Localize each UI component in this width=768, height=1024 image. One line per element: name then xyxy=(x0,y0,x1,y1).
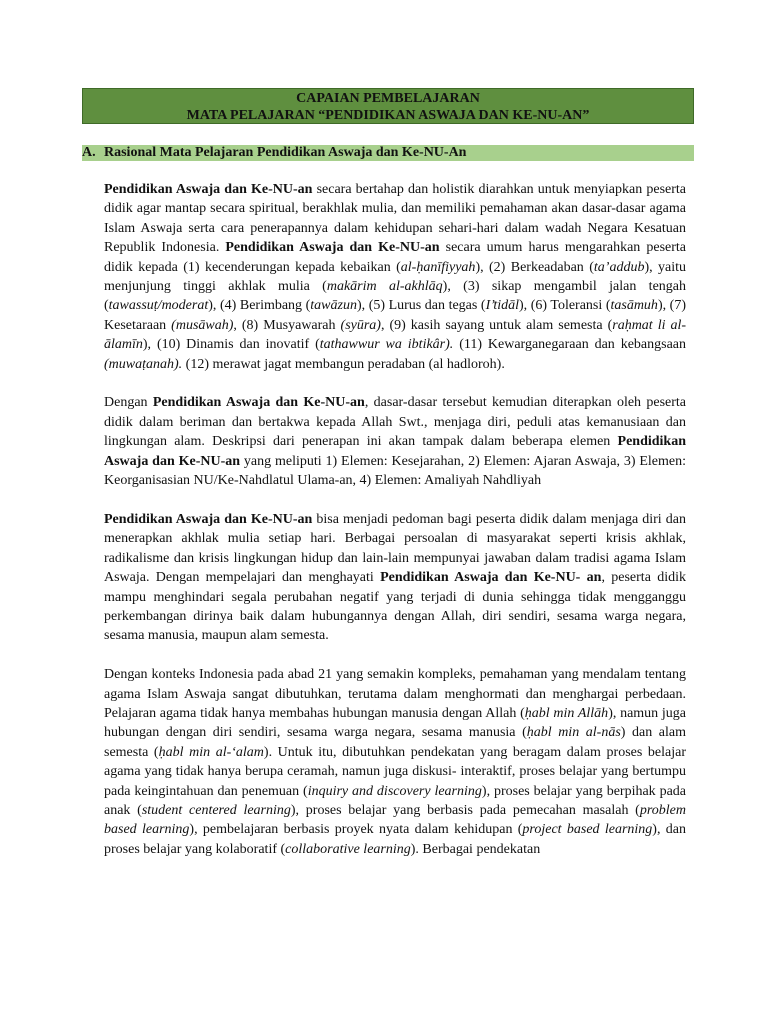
text-run: tawāzun xyxy=(310,298,357,314)
text-run: ta’addub xyxy=(593,259,645,275)
text-run: tathawwur wa ibtikâr). xyxy=(319,337,454,353)
text-run: ), (7) Kesetaraan xyxy=(104,298,686,333)
document-title-line-1: CAPAIAN PEMBELAJARAN xyxy=(296,91,480,106)
section-heading-a xyxy=(82,145,694,161)
paragraph-2 xyxy=(104,393,686,490)
text-run: Pendidikan Aswaja dan Ke-NU-an xyxy=(225,240,440,256)
text-run: bisa menjadi pedoman bagi peserta didik dalam menjaga diri dan menerapkan akhlak mulia setiap hari. Berbagai persoalan di masyarakat seperti krisis akhlak, radikalisme dan krisis lingkungan hidup dan lain-lain mempunyai jawaban dalam tradisi agama Islam Aswaja. Dengan mempelajari dan menghayati xyxy=(104,511,686,586)
text-run: Pendidikan Aswaja dan Ke-NU-an xyxy=(104,182,313,197)
text-run: , peserta didik mampu menghindari segala perubahan negatif yang terjadi di dunia sehingga tidak mengganggu perkembangan dirinya baik dalam hubungannya dengan Allah, diri sendiri, sesama warga negara, sesama manusia, maupun alam semesta. xyxy=(104,570,687,644)
text-run: yang meliputi 1) Elemen: Kesejarahan, 2) Elemen: Ajaran Aswaja, 3) Elemen: Keorganisasian NU/Ke-Nahdlatul Ulama-an, 4) Elemen: Amaliyah Nahdliyah xyxy=(104,453,686,489)
text-run: (syūra) xyxy=(340,317,381,333)
text-run: Dengan xyxy=(104,395,153,411)
text-run: , (9) kasih sayang untuk alam semesta ( xyxy=(380,317,613,333)
text-run: ) dan alam semesta ( xyxy=(104,725,686,760)
text-run: , dasar-dasar tersebut kemudian diterapkan oleh peserta didik dalam beriman dan bertakwa kepada Allah Swt., menjaga diri, peduli atas kemanusiaan dan lingkungan alam. Deskripsi dari penerapan ini akan tampak dalam beberapa elemen xyxy=(104,395,687,450)
text-run: ), yaitu menjunjung tinggi akhlak mulia ( xyxy=(104,259,687,295)
text-run: ), (6) Toleransi ( xyxy=(519,298,611,314)
text-run: I’tidāl xyxy=(485,298,520,314)
document-title-line-2: MATA PELAJARAN “PENDIDIKAN ASWAJA DAN KE-NU-AN” xyxy=(186,108,590,123)
text-run: , (8) Musyawarah xyxy=(233,317,341,333)
text-run: ḥabl min al-nās xyxy=(526,725,621,741)
text-run: (musāwah) xyxy=(171,317,234,333)
section-heading-text: Rasional Mata Pelajaran Pendidikan Aswaja dan Ke-NU-An xyxy=(104,145,467,160)
text-run: raḥmat li al-ālamīn xyxy=(104,317,687,353)
text-run: ), pembelajaran berbasis proyek nyata dalam kehidupan ( xyxy=(189,822,523,838)
text-run: ), (3) sikap mengambil jalan tengah ( xyxy=(104,279,686,314)
text-run: makārim al-akhlāq xyxy=(326,279,443,295)
text-run: problem based learning xyxy=(104,802,687,838)
paragraph-4 xyxy=(104,665,686,859)
paragraph-3 xyxy=(104,510,686,646)
paragraph-1 xyxy=(104,180,686,374)
text-run: Pendidikan Aswaja dan Ke-NU-an xyxy=(104,511,313,527)
text-run: (muwaṭanah). xyxy=(104,356,183,372)
text-run: student centered learning xyxy=(141,802,291,818)
text-run: ), proses belajar yang berpihak pada anak ( xyxy=(104,783,686,818)
section-letter: A. xyxy=(82,145,96,160)
document-title-box xyxy=(82,88,694,124)
text-run: tawassuṭ/moderat xyxy=(108,298,209,314)
text-run: ). Berbagai pendekatan xyxy=(410,841,541,857)
text-run: Dengan konteks Indonesia pada abad 21 yang semakin kompleks, pemahaman yang mendalam tentang agama Islam Aswaja sangat dibutuhkan, terutama dalam menghormati dan menghargai perbedaan. Pelajaran agama tidak hanya membahas hubungan manusia dengan Allah ( xyxy=(104,667,686,721)
text-run: ḥabl min al-‘alam xyxy=(158,744,264,760)
text-run: Pendidikan Aswaja dan Ke-NU-an xyxy=(152,395,365,411)
text-run: Pendidikan Aswaja dan Ke-NU-an xyxy=(104,434,686,469)
text-run: ), namun juga hubungan dengan diri sendiri, sesama warga negara, sesama manusia ( xyxy=(104,705,687,741)
text-run: ), (5) Lurus dan tegas ( xyxy=(356,298,486,314)
text-run: ), (4) Berimbang ( xyxy=(208,298,311,314)
text-run: ), dan proses belajar yang kolaboratif ( xyxy=(104,822,686,857)
text-run: tasāmuh xyxy=(610,298,658,314)
text-run: ḥabl min Allāh xyxy=(524,705,609,721)
text-run: (11) Kewarganegaraan dan kebangsaan xyxy=(453,337,687,353)
text-run: ), (2) Berkeadaban ( xyxy=(475,259,594,275)
text-run: collaborative learning xyxy=(285,841,411,857)
text-run: al-ḥanīfiyyah xyxy=(400,259,476,275)
text-run: project based learning xyxy=(522,822,653,838)
text-run: ), proses belajar yang berbasis pada pemecahan masalah ( xyxy=(290,802,640,818)
text-run: (12) merawat jagat membangun peradaban (al hadloroh). xyxy=(182,356,505,372)
text-run: Pendidikan Aswaja dan Ke-NU- an xyxy=(380,570,602,586)
text-run: secara bertahap dan holistik diarahkan untuk menyiapkan peserta didik agar mantap secara spiritual, berakhlak mulia, dan memiliki pemahaman akan dasar-dasar agama Islam Aswaja serta cara penerapannya dalam kehidupan sehari-hari dalam wadah Negara Kesatuan Republik Indonesia. xyxy=(104,182,686,256)
text-run: ). Untuk itu, dibutuhkan pendekatan yang beragam dalam proses belajar agama yang tidak hanya berupa ceramah, namun juga diskusi- interaktif, proses belajar yang bertumpu pada keingintahuan dan penemuan ( xyxy=(104,744,686,799)
text-run: ), (10) Dinamis dan inovatif ( xyxy=(142,337,320,353)
text-run: inquiry and discovery learning xyxy=(307,783,482,799)
body-content xyxy=(104,180,686,879)
text-run: secara umum harus mengarahkan peserta didik kepada (1) kecenderungan kepada kebaikan ( xyxy=(104,240,686,275)
